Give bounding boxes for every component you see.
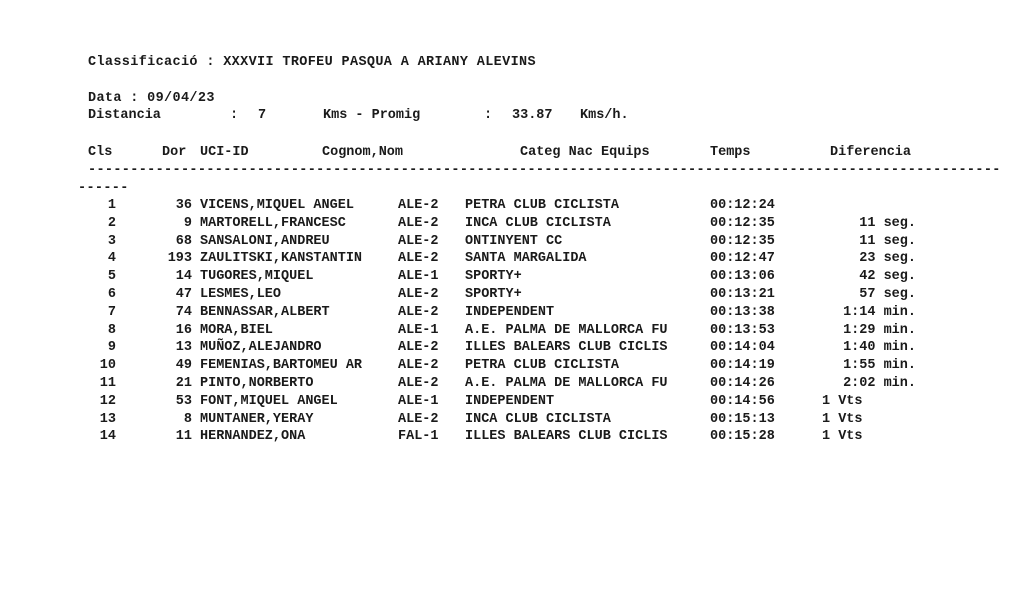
cell-cls: 5 bbox=[107, 269, 116, 285]
cell-team: SANTA MARGALIDA bbox=[465, 251, 587, 267]
cell-dor: 53 bbox=[175, 393, 192, 409]
column-header-difference: Diferencia bbox=[830, 145, 912, 160]
cell-categ: ALE-1 bbox=[398, 269, 439, 285]
cell-difference: 57 seg. bbox=[859, 287, 916, 302]
cell-categ: ALE-1 bbox=[398, 322, 439, 338]
cell-cls: 2 bbox=[107, 215, 116, 231]
cell-cls: 13 bbox=[99, 411, 116, 427]
cell-difference: 11 seg. bbox=[859, 215, 916, 231]
page-title: Classificació : XXXVII TROFEU PASQUA A ARIANY ALEVINS bbox=[88, 55, 536, 70]
column-header-time: Temps bbox=[710, 145, 751, 160]
cell-team: INDEPENDENT bbox=[465, 393, 555, 409]
cell-difference: 23 seg. bbox=[859, 251, 916, 267]
distance-separator: : bbox=[230, 108, 239, 123]
cell-name: FONT,MIQUEL ANGEL bbox=[200, 393, 338, 409]
cell-dor: 13 bbox=[175, 340, 192, 356]
cell-categ: ALE-2 bbox=[398, 411, 439, 427]
cell-categ: ALE-2 bbox=[398, 198, 439, 213]
cell-categ: ALE-1 bbox=[398, 393, 439, 409]
cell-name: MUNTANER,YERAY bbox=[200, 411, 314, 427]
cell-team: INCA CLUB CICLISTA bbox=[465, 215, 611, 231]
kms-average-label: Kms - Promig bbox=[323, 108, 421, 123]
cell-name: MARTORELL,FRANCESC bbox=[200, 215, 346, 231]
cell-cls: 10 bbox=[99, 358, 116, 374]
table-row bbox=[0, 393, 1024, 411]
average-speed-value: 33.87 bbox=[512, 108, 553, 123]
cell-cls: 3 bbox=[107, 233, 116, 249]
table-row bbox=[0, 339, 1024, 357]
cell-cls: 9 bbox=[107, 340, 116, 356]
table-row bbox=[0, 411, 1024, 429]
cell-time: 00:14:56 bbox=[710, 393, 775, 409]
table-row bbox=[0, 197, 1024, 215]
cell-team: SPORTY+ bbox=[465, 287, 522, 302]
cell-categ: FAL-1 bbox=[398, 429, 439, 445]
cell-dor: 36 bbox=[175, 198, 192, 213]
cell-categ: ALE-2 bbox=[398, 287, 439, 302]
cell-cls: 6 bbox=[107, 287, 116, 302]
cell-time: 00:13:38 bbox=[710, 304, 775, 320]
cell-team: ONTINYENT CC bbox=[465, 233, 563, 249]
table-row bbox=[0, 357, 1024, 375]
table-row bbox=[0, 250, 1024, 268]
separator-line: ------------------------------------------------------------------------------------------------------------ bbox=[88, 163, 1001, 178]
cell-team: INCA CLUB CICLISTA bbox=[465, 411, 611, 427]
column-header-uci-id: UCI-ID bbox=[200, 145, 249, 160]
cell-time: 00:14:04 bbox=[710, 340, 775, 356]
cell-team: A.E. PALMA DE MALLORCA FU bbox=[465, 376, 668, 391]
cell-name: PINTO,NORBERTO bbox=[200, 376, 314, 391]
cell-time: 00:13:06 bbox=[710, 269, 775, 285]
table-row bbox=[0, 322, 1024, 340]
cell-name: VICENS,MIQUEL ANGEL bbox=[200, 198, 354, 213]
cell-categ: ALE-2 bbox=[398, 304, 439, 320]
cell-name: TUGORES,MIQUEL bbox=[200, 269, 314, 285]
distance-label: Distancia bbox=[88, 108, 161, 123]
cell-dor: 47 bbox=[175, 287, 192, 302]
cell-time: 00:14:19 bbox=[710, 358, 775, 374]
table-row bbox=[0, 375, 1024, 393]
cell-name: MORA,BIEL bbox=[200, 322, 273, 338]
cell-team: ILLES BALEARS CLUB CICLIS bbox=[465, 429, 668, 445]
race-date: Data : 09/04/23 bbox=[88, 91, 215, 106]
cell-time: 00:12:35 bbox=[710, 215, 775, 231]
column-header-name: Cognom,Nom bbox=[322, 145, 404, 160]
cell-dor: 11 bbox=[175, 429, 192, 445]
average-speed-unit: Kms/h. bbox=[580, 108, 629, 123]
cell-difference: 1:40 min. bbox=[843, 340, 916, 356]
cell-team: ILLES BALEARS CLUB CICLIS bbox=[465, 340, 668, 356]
cell-time: 00:12:47 bbox=[710, 251, 775, 267]
cell-name: LESMES,LEO bbox=[200, 287, 282, 302]
cell-time: 00:12:24 bbox=[710, 198, 775, 213]
cell-categ: ALE-2 bbox=[398, 251, 439, 267]
cell-team: SPORTY+ bbox=[465, 269, 522, 285]
cell-difference: 2:02 min. bbox=[843, 376, 916, 391]
cell-difference: 1:14 min. bbox=[843, 304, 916, 320]
cell-categ: ALE-2 bbox=[398, 340, 439, 356]
cell-cls: 7 bbox=[107, 304, 116, 320]
cell-name: SANSALONI,ANDREU bbox=[200, 233, 330, 249]
cell-categ: ALE-2 bbox=[398, 233, 439, 249]
cell-time: 00:13:21 bbox=[710, 287, 775, 302]
cell-cls: 1 bbox=[107, 198, 116, 213]
cell-dor: 74 bbox=[175, 304, 192, 320]
cell-cls: 8 bbox=[107, 322, 116, 338]
cell-name: FEMENIAS,BARTOMEU AR bbox=[200, 358, 363, 374]
table-row bbox=[0, 268, 1024, 286]
column-header-dor: Dor bbox=[162, 145, 187, 160]
cell-difference: 1:55 min. bbox=[843, 358, 916, 374]
cell-dor: 14 bbox=[175, 269, 192, 285]
cell-categ: ALE-2 bbox=[398, 376, 439, 391]
table-row bbox=[0, 428, 1024, 446]
cell-difference: 11 seg. bbox=[859, 233, 916, 249]
cell-dor: 49 bbox=[175, 358, 192, 374]
table-row bbox=[0, 304, 1024, 322]
cell-time: 00:15:13 bbox=[710, 411, 775, 427]
cell-dor: 193 bbox=[167, 251, 192, 267]
cell-cls: 14 bbox=[99, 429, 116, 445]
cell-cls: 11 bbox=[99, 376, 116, 391]
table-row bbox=[0, 233, 1024, 251]
cell-team: PETRA CLUB CICLISTA bbox=[465, 198, 619, 213]
cell-team: INDEPENDENT bbox=[465, 304, 555, 320]
cell-dor: 21 bbox=[175, 376, 192, 391]
cell-categ: ALE-2 bbox=[398, 215, 439, 231]
cell-time: 00:15:28 bbox=[710, 429, 775, 445]
cell-dor: 9 bbox=[183, 215, 192, 231]
table-row bbox=[0, 215, 1024, 233]
cell-time: 00:13:53 bbox=[710, 322, 775, 338]
cell-name: ZAULITSKI,KANSTANTIN bbox=[200, 251, 363, 267]
distance-value: 7 bbox=[258, 108, 267, 123]
table-row bbox=[0, 286, 1024, 304]
cell-difference: 1 Vts bbox=[822, 411, 863, 427]
separator-line-wrap: ------ bbox=[78, 181, 129, 196]
column-header-categ-nac-team: Categ Nac Equips bbox=[520, 145, 650, 160]
cell-time: 00:12:35 bbox=[710, 233, 775, 249]
cell-time: 00:14:26 bbox=[710, 376, 775, 391]
cell-difference: 42 seg. bbox=[859, 269, 916, 285]
cell-team: A.E. PALMA DE MALLORCA FU bbox=[465, 322, 668, 338]
cell-name: MUÑOZ,ALEJANDRO bbox=[200, 340, 322, 356]
cell-dor: 68 bbox=[175, 233, 192, 249]
cell-difference: 1 Vts bbox=[822, 429, 863, 445]
cell-dor: 16 bbox=[175, 322, 192, 338]
cell-dor: 8 bbox=[183, 411, 192, 427]
average-separator: : bbox=[484, 108, 493, 123]
cell-team: PETRA CLUB CICLISTA bbox=[465, 358, 619, 374]
cell-difference: 1 Vts bbox=[822, 393, 863, 409]
cell-cls: 4 bbox=[107, 251, 116, 267]
cell-difference: 1:29 min. bbox=[843, 322, 916, 338]
cell-cls: 12 bbox=[99, 393, 116, 409]
cell-name: BENNASSAR,ALBERT bbox=[200, 304, 330, 320]
cell-name: HERNANDEZ,ONA bbox=[200, 429, 306, 445]
cell-categ: ALE-2 bbox=[398, 358, 439, 374]
column-header-cls: Cls bbox=[88, 145, 113, 160]
